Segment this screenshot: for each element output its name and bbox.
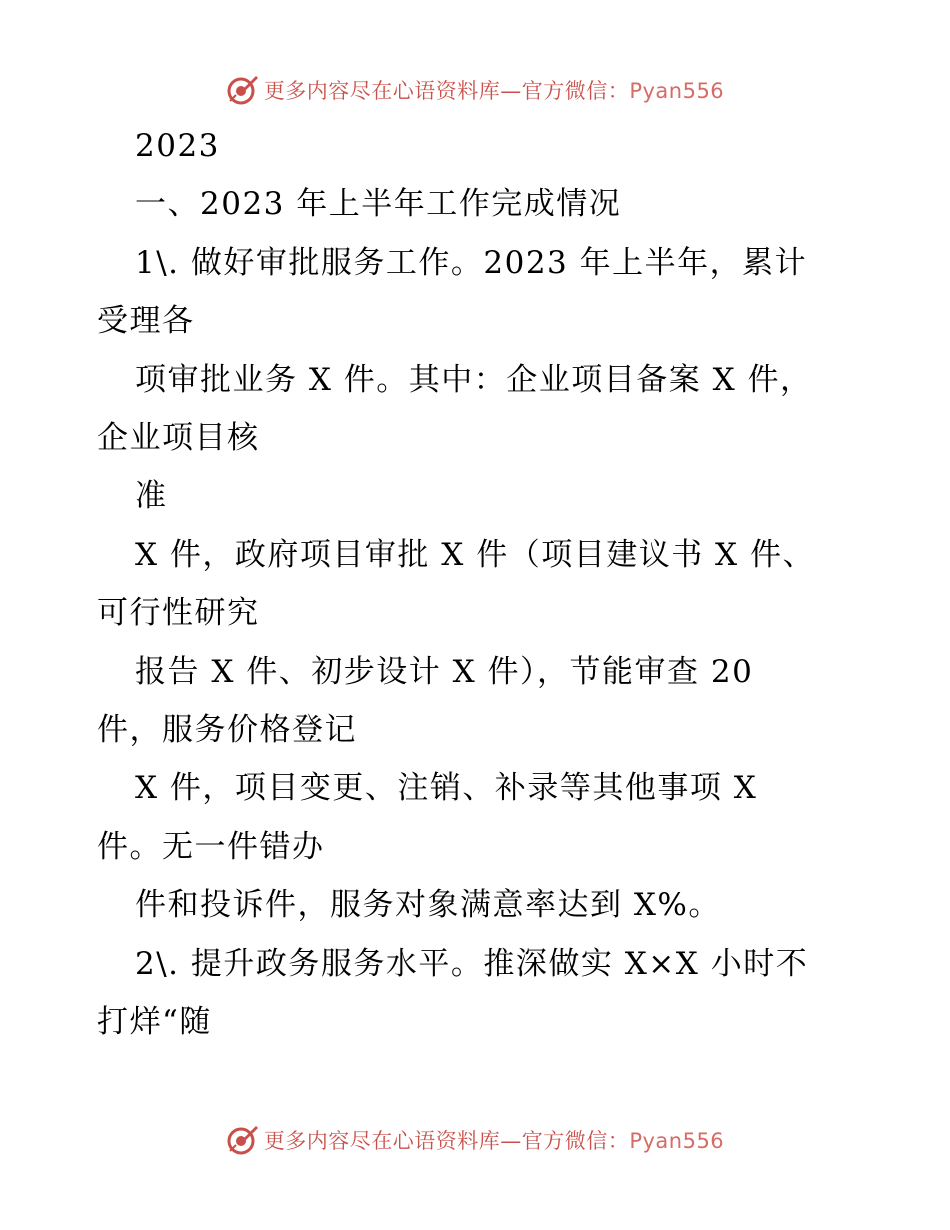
paragraph-line: 2\. 提升政务服务水平。推深做实 X×X 小时不 [135,946,809,982]
paragraph-line: 件。无一件错办 [97,829,325,865]
paragraph-line: X 件，项目变更、注销、补录等其他事项 X [135,770,758,806]
heading-year: 2023 [135,128,220,164]
paragraph-line: 受理各 [97,303,195,339]
paragraph-line: X 件，政府项目审批 X 件（项目建议书 X 件、 [135,537,815,573]
section-heading: 一、2023 年上半年工作完成情况 [135,186,622,222]
header-watermark [0,70,950,110]
footer-watermark [0,1120,950,1160]
pen-logo-icon [226,73,260,107]
watermark-text: 更多内容尽在心语资料库—官方微信：Pyan556 [263,79,725,103]
paragraph-line: 企业项目核 [97,420,260,456]
pen-logo-icon [226,1123,260,1157]
paragraph-line: 件和投诉件，服务对象满意率达到 X%。 [135,887,721,923]
paragraph-line: 准 [135,478,168,514]
paragraph-line: 项审批业务 X 件。其中：企业项目备案 X 件， [135,362,813,398]
paragraph-line: 可行性研究 [97,595,260,631]
paragraph-line: 报告 X 件、初步设计 X 件），节能审查 20 [135,654,754,690]
paragraph-line: 1\. 做好审批服务工作。2023 年上半年，累计 [135,245,808,281]
watermark-text: 更多内容尽在心语资料库—官方微信：Pyan556 [263,1129,725,1153]
paragraph-line: 件，服务价格登记 [97,712,357,748]
paragraph-line: 打烊“随 [97,1004,212,1040]
